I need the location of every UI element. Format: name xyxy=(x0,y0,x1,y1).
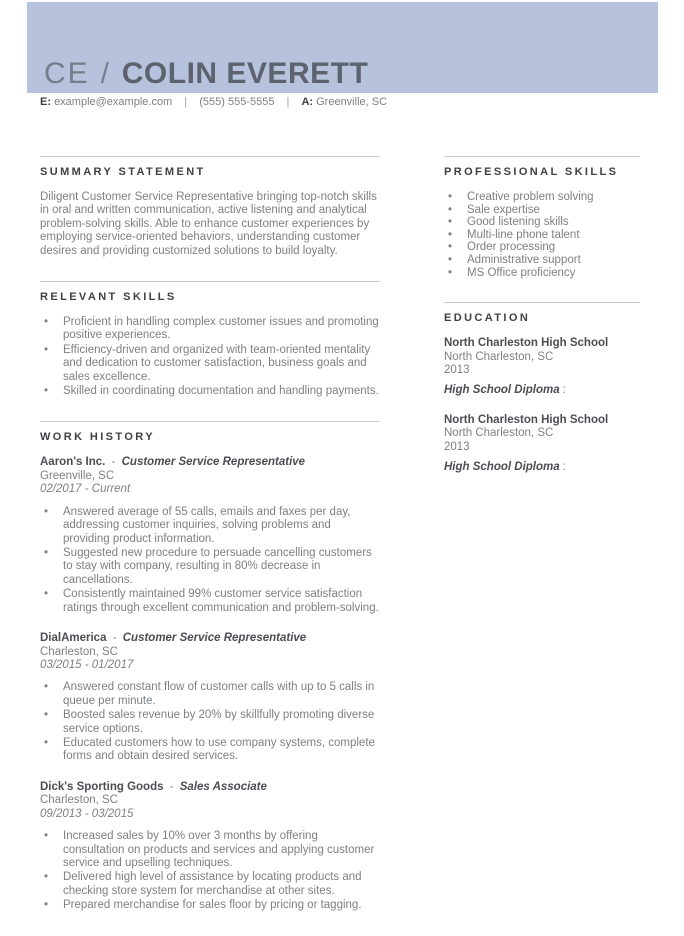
section-professional-skills xyxy=(444,156,640,279)
job-entry xyxy=(40,632,380,764)
relevant-skills-list xyxy=(40,316,380,398)
relevant-skill-item: • Proficient in handling complex customer issues and promoting positive experiences. xyxy=(40,316,380,343)
job-dash: - xyxy=(169,780,174,793)
email-value: example@example.com xyxy=(54,96,173,108)
job-header xyxy=(40,456,380,470)
email-label: E: xyxy=(40,96,51,108)
relevant-skill-item: • Efficiency-driven and organized with team-oriented mentality and dedication to customer satisfaction, business goals and sales excellence. xyxy=(40,344,380,384)
job-company: Dick's Sporting Goods xyxy=(40,780,164,793)
degree-colon: : xyxy=(562,384,566,397)
job-role: Sales Associate xyxy=(179,780,267,793)
job-bullet-list xyxy=(40,506,380,615)
resume-body xyxy=(40,156,640,936)
school-location: North Charleston, SC xyxy=(444,350,554,363)
name-line xyxy=(44,57,368,91)
section-summary-statement xyxy=(40,156,380,258)
contact-divider: | xyxy=(286,96,290,108)
school-location: North Charleston, SC xyxy=(444,427,554,440)
job-dates: 02/2017 - Current xyxy=(40,483,131,496)
professional-skill-item: • Multi-line phone talent xyxy=(444,229,640,242)
degree-name: High School Diploma xyxy=(444,461,560,474)
degree-name: High School Diploma xyxy=(444,384,560,397)
relevant-skill-item: • Skilled in coordinating documentation and handling payments. xyxy=(40,385,380,398)
job-role: Customer Service Representative xyxy=(121,456,306,469)
school-name: North Charleston High School xyxy=(444,337,609,350)
section-education xyxy=(444,302,640,475)
education-entry xyxy=(444,337,640,398)
job-location: Charleston, SC xyxy=(40,794,118,807)
phone-value: (555) 555-5555 xyxy=(199,96,275,108)
contact-row xyxy=(40,96,387,108)
degree-line xyxy=(444,461,640,475)
contact-divider: | xyxy=(184,96,188,108)
section-relevant-skills xyxy=(40,281,380,398)
graduation-year: 2013 xyxy=(444,440,470,453)
job-dash: - xyxy=(111,456,116,469)
degree-colon: : xyxy=(562,461,566,474)
job-bullet: • Consistently maintained 99% customer service satisfaction ratings through excellent communication and problem-solving. xyxy=(40,588,380,615)
job-company: DialAmerica xyxy=(40,632,107,645)
summary-text: Diligent Customer Service Representative bringing top-notch skills in oral and written communication, active listening and analytical problem-solving skills. Able to enhance customer experiences by employing service-oriented behaviors, understanding customer desires and providing customized solutions to build loyalty. xyxy=(40,191,377,257)
school-name: North Charleston High School xyxy=(444,413,609,426)
graduation-year: 2013 xyxy=(444,364,470,377)
professional-skills-list xyxy=(444,191,640,279)
work-history-title: WORK HISTORY xyxy=(40,431,155,444)
professional-skill-item: • Good listening skills xyxy=(444,216,640,229)
job-header xyxy=(40,632,380,646)
monogram-initials: CE xyxy=(44,57,90,90)
monogram-slash: / xyxy=(100,58,109,90)
job-bullet-list xyxy=(40,830,380,912)
person-name: COLIN EVERETT xyxy=(121,57,369,90)
degree-line xyxy=(444,384,640,398)
job-bullet: • Delivered high level of assistance by locating products and checking store system for merchandise at other sites. xyxy=(40,871,380,898)
professional-skills-title: PROFESSIONAL SKILLS xyxy=(444,166,619,178)
right-column xyxy=(444,156,640,936)
job-bullet: • Answered constant flow of customer calls with up to 5 calls in queue per minute. xyxy=(40,681,380,708)
professional-skill-item: • Order processing xyxy=(444,241,640,254)
job-entry xyxy=(40,781,380,913)
professional-skill-item: • Administrative support xyxy=(444,254,640,267)
job-dates: 03/2015 - 01/2017 xyxy=(40,658,134,671)
relevant-skills-title: RELEVANT SKILLS xyxy=(40,291,177,304)
left-column xyxy=(40,156,380,936)
job-bullet: • Suggested new procedure to persuade cancelling customers to stay with company, resulting in 80% decrease in cancellations. xyxy=(40,547,380,587)
professional-skill-item: • Sale expertise xyxy=(444,204,640,217)
job-location: Charleston, SC xyxy=(40,645,118,658)
job-company: Aaron's Inc. xyxy=(40,456,106,469)
job-dates: 09/2013 - 03/2015 xyxy=(40,807,134,820)
header-band xyxy=(27,2,658,93)
job-header xyxy=(40,781,380,795)
professional-skill-item: • Creative problem solving xyxy=(444,191,640,204)
education-entry xyxy=(444,414,640,475)
job-bullet: • Boosted sales revenue by 20% by skillfully promoting diverse service options. xyxy=(40,709,380,736)
job-bullet: • Prepared merchandise for sales floor by pricing or tagging. xyxy=(40,899,380,912)
job-bullet-list xyxy=(40,681,380,763)
address-value: Greenville, SC xyxy=(316,96,388,108)
job-bullet: • Educated customers how to use company systems, complete forms and obtain desired services. xyxy=(40,737,380,764)
job-dash: - xyxy=(112,632,117,645)
summary-title: SUMMARY STATEMENT xyxy=(40,166,206,178)
job-bullet: • Answered average of 55 calls, emails and faxes per day, addressing customer inquiries, solving problems and providing product information. xyxy=(40,506,380,546)
education-title: EDUCATION xyxy=(444,312,531,325)
job-role: Customer Service Representative xyxy=(122,632,307,645)
job-bullet: • Increased sales by 10% over 3 months by offering consultation on products and services and applying customer service and upselling techniques. xyxy=(40,830,380,870)
job-location: Greenville, SC xyxy=(40,469,115,482)
section-work-history xyxy=(40,421,380,912)
professional-skill-item: • MS Office proficiency xyxy=(444,267,640,280)
job-entry xyxy=(40,456,380,615)
address-label: A: xyxy=(301,96,314,108)
